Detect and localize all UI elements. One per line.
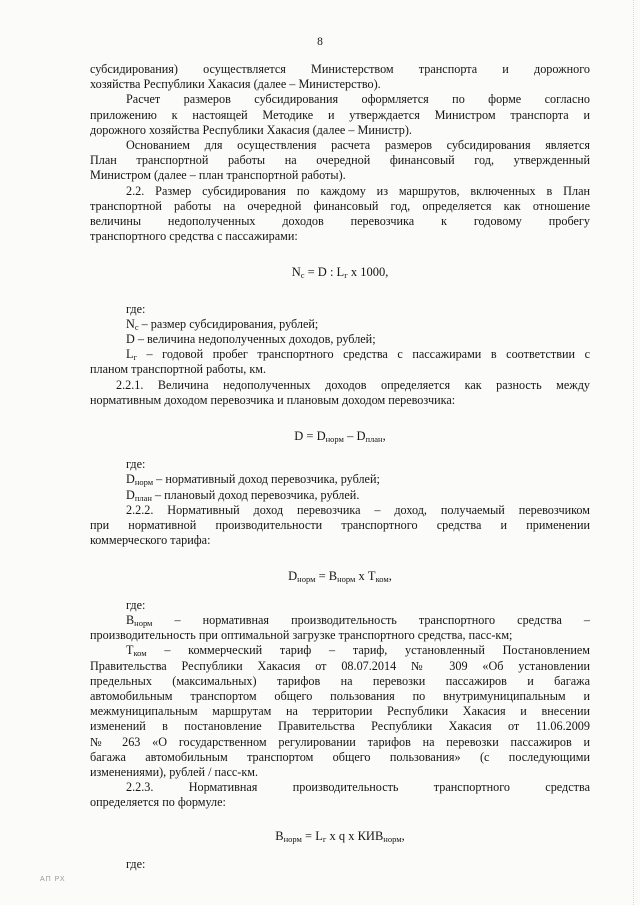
text-line: $T_{ком}$ – коммерческий тариф – тариф, установленный Постановлением [126, 643, 590, 659]
text-line: планом транспортной работы, км. [90, 362, 267, 377]
paragraph-basis [90, 138, 590, 184]
text-line: транспортного средства с пассажирами: [90, 229, 298, 244]
paragraph-2-2-2 [90, 503, 590, 549]
formula-normative-income: $D_{норм} = B_{норм}$ х $T_{ком}$, [288, 569, 392, 585]
text-line: 2.2.2. Нормативный доход перевозчика – доход, получаемый перевозчиком [126, 502, 590, 517]
paragraph-calculation-form [90, 92, 590, 138]
definition-bnorm [90, 613, 590, 643]
definition-dnorm: $D_{норм}$ – нормативный доход перевозчика, рублей; [126, 472, 380, 488]
text-line: № 263 «О государственном регулировании тарифов на перевозки пассажиров и [90, 734, 590, 749]
paragraph-2-2 [90, 184, 590, 245]
scan-edge-artifact [632, 0, 634, 905]
text-line: нормативным доходом перевозчика и плановым доходом перевозчика: [90, 392, 456, 407]
text-line: субсидирования) осуществляется Министерством транспорта и дорожного [90, 62, 590, 76]
page-number: 8 [317, 36, 323, 48]
text-line: транспортной работы на очередной финансовый год, определяется как отношение [90, 198, 590, 213]
text-line: $L_г$ – годовой пробег транспортного средства с пассажирами в соответствии с [126, 347, 590, 363]
paragraph-2-2-1 [90, 378, 590, 408]
formula-lost-income: $D = D_{норм} - D_{план}$, [294, 429, 386, 445]
text-line: изменений в постановление Правительства Республики Хакасия от 11.06.2009 [90, 719, 590, 734]
text-line: 2.2.3. Нормативная производительность транспортного средства [126, 780, 590, 795]
text-line: $B_{норм}$ – нормативная производительность транспортного средства – [126, 612, 590, 628]
text-line: дорожного хозяйства Республики Хакасия (далее – Министр). [90, 122, 412, 137]
definition-d: D – величина недополученных доходов, рублей; [126, 332, 376, 347]
definition-lg [90, 347, 590, 377]
document-body [90, 62, 590, 872]
text-line: хозяйства Республики Хакасия (далее – Министерство). [90, 77, 381, 92]
text-line: 2.2.1. Величина недополученных доходов определяется как разность между [116, 377, 590, 392]
where-label: где: [126, 597, 146, 612]
text-line: багажа автомобильным транспортом общего пользования» (с последующими [90, 749, 590, 764]
text-line: автомобильным транспортом общего пользования по внутримуниципальным и [90, 688, 590, 703]
text-line: величины недополученных доходов перевозчика к годовому пробегу [90, 214, 590, 229]
paragraph-ministry [90, 62, 590, 92]
text-line: производительность при оптимальной загрузке транспортного средства, пасс-км; [90, 628, 513, 643]
text-line: определяется по формуле: [90, 795, 226, 810]
text-line: приложению к настоящей Методике и утверждается Министром транспорта и [90, 107, 590, 122]
text-line: предельных (максимальных) тарифов на перевозки пассажиров и багажа [90, 673, 590, 688]
formula-subsidy: $N_c = D$ : $L_г$ х 1000, [291, 265, 389, 281]
text-line: изменениями), рублей / пасс-км. [90, 764, 258, 779]
text-line: межмуниципальным маршрутам на территории Республики Хакасия и внесении [90, 704, 590, 719]
where-label: где: [126, 301, 146, 316]
text-line: План транспортной работы на очередной финансовый год, утвержденный [90, 153, 590, 168]
where-label: где: [126, 457, 146, 472]
paragraph-2-2-3 [90, 780, 590, 810]
definition-tkom [90, 643, 590, 780]
text-line: Министром (далее – план транспортной работы). [90, 168, 346, 183]
definition-nc: $N_c$ – размер субсидирования, рублей; [126, 316, 319, 332]
formula-normative-productivity: $B_{норм} = L_г$ х q х $КИВ_{норм}$, [275, 828, 405, 844]
text-line: Правительства Республики Хакасия от 08.07.2014 № 309 «Об установлении [90, 658, 590, 673]
text-line: Основанием для осуществления расчета размеров субсидирования является [126, 138, 590, 153]
text-line: коммерческого тарифа: [90, 533, 211, 548]
text-line: при нормативной производительности транспортного средства и применении [90, 518, 590, 533]
text-line: Расчет размеров субсидирования оформляется по форме согласно [126, 92, 590, 107]
corner-stamp-mark: АП РХ [40, 876, 66, 883]
definition-dplan: $D_{план}$ – плановый доход перевозчика, рублей. [126, 487, 360, 503]
where-label: где: [126, 856, 146, 871]
text-line: 2.2. Размер субсидирования по каждому из маршрутов, включенных в План [126, 183, 590, 198]
